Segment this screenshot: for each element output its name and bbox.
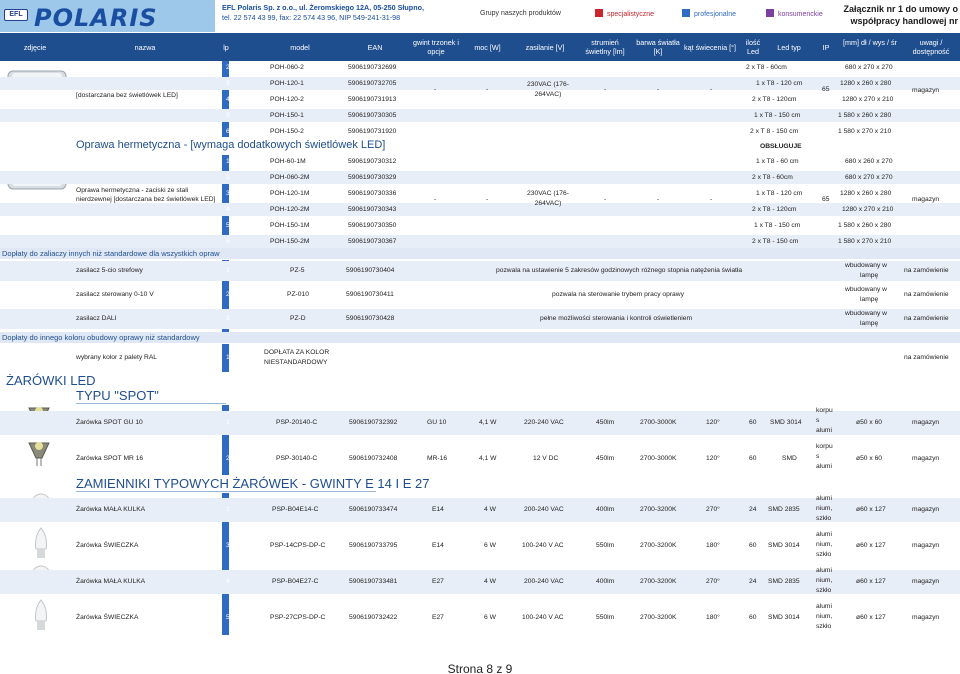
row-lumen: 550lm (596, 614, 615, 621)
row-lp: 6 (226, 238, 230, 245)
row-lp: 4 (226, 206, 230, 213)
row-zasilanie: 200-240 VAC (524, 506, 564, 513)
row-model-line1: DOPŁATA ZA KOLOR (264, 349, 330, 356)
zarowki-title: ŻARÓWKI LED (6, 373, 96, 388)
row-ean: 5906190733481 (349, 578, 398, 585)
row-name: Żarówka MAŁA KULKA (76, 578, 146, 585)
row-w2: lampę (860, 296, 879, 303)
row-name: Żarówka ŚWIECZKA (76, 614, 139, 621)
table-row (0, 285, 960, 305)
row-kat: 120° (706, 455, 720, 462)
row-lp: 1 (226, 267, 230, 274)
row-uwagi: magazyn (912, 506, 940, 513)
row-mm: ø60 x 127 (856, 614, 886, 621)
row-mm: 1280 x 270 x 210 (842, 96, 894, 103)
row-material-3: alumi (816, 463, 832, 470)
row-material-1: alumi (816, 603, 832, 610)
row-lp: 1 (226, 419, 230, 426)
table-row (0, 155, 960, 168)
group2-moc: - (486, 196, 489, 203)
row-model-line2: NIESTANDARDOWY (264, 359, 328, 366)
row-mm: 1 580 x 260 x 280 (838, 222, 892, 229)
row-ean: 5906190733795 (349, 542, 398, 549)
row-material-3: szkło (816, 551, 832, 558)
group-specjalistyczne (595, 9, 654, 20)
group-label: konsumenckie (778, 11, 823, 18)
row-lumen: 400lm (596, 506, 615, 513)
row-material-3: alumi (816, 427, 832, 434)
row-ledtyp: SMD 3014 (768, 542, 800, 549)
typ-spot-title: TYPU "SPOT" (76, 388, 159, 403)
row-ean: 5906190730411 (346, 291, 394, 298)
row-model: POH-120-1 (270, 80, 304, 87)
row-model: PSP-B04E14-C (272, 506, 319, 513)
attachment-line-1: Załącznik nr 1 do umowy o (843, 4, 958, 14)
row-name: Żarówka MAŁA KULKA (76, 506, 146, 513)
row-moc: 4,1 W (479, 455, 497, 462)
row-zasilanie: 200-240 VAC (524, 578, 564, 585)
group2-uwagi: magazyn (912, 196, 940, 203)
row-uwagi: magazyn (912, 578, 940, 585)
row-model: PSP-B04E27-C (272, 578, 319, 585)
row-ilosc: 60 (749, 614, 757, 621)
row-lp: 5 (226, 112, 230, 119)
row-kat: 120° (706, 419, 720, 426)
row-material-2: nium, (816, 505, 833, 512)
row-ledtyp: SMD 3014 (770, 419, 802, 426)
row-ean: 5906190730428 (346, 315, 395, 322)
row-zasilanie: 12 V DC (533, 455, 559, 462)
row-ledtyp: SMD 2835 (768, 506, 800, 513)
row-desc: pełne możliwości sterowania i kontroli oświetleniem (540, 315, 693, 322)
row-lp: 4 (226, 578, 230, 585)
row-lp: 1 (226, 158, 230, 165)
row-barwa: 2700-3200K (640, 506, 677, 513)
row-model: POH-060-2 (270, 64, 304, 71)
col-zdjecie: zdjęcie (23, 43, 47, 52)
row-uwagi: magazyn (912, 614, 940, 621)
doplaty-kolor-header: Dopłaty do innego koloru obudowy oprawy niż standardowy (0, 332, 960, 343)
group1-gwint: - (434, 86, 437, 93)
row-model: POH-060-2M (270, 174, 310, 181)
row-gwint: E14 (432, 506, 444, 513)
row-w1: wbudowany w (845, 310, 888, 317)
row-gwint: E27 (432, 614, 444, 621)
row-ean: 5906190730350 (348, 222, 397, 229)
row-mm: ø60 x 127 (856, 506, 886, 513)
row-kat: 270° (706, 578, 720, 585)
row-model: POH-150-2M (270, 238, 310, 245)
row-ilosc: 24 (749, 578, 757, 585)
category-strip (222, 155, 229, 247)
company-info (222, 3, 424, 23)
table-row (0, 125, 960, 138)
row-material-2: nium, (816, 613, 833, 620)
row-material-3: szkło (816, 623, 832, 630)
row-lp: 3 (226, 190, 230, 197)
row-mm: 1 580 x 270 x 210 (838, 128, 892, 135)
row-barwa: 2700-3000K (640, 455, 677, 462)
row-lp: 5 (226, 222, 230, 229)
row-w1: wbudowany w (845, 262, 888, 269)
row-moc: 6 W (484, 542, 496, 549)
col-zasilanie: zasilanie [V] (525, 43, 565, 52)
row-lp: 3 (226, 80, 230, 87)
row-ean: 5906190730404 (346, 267, 395, 274)
row-ean: 5906190731913 (348, 96, 397, 103)
table-row (0, 109, 960, 122)
col-moc: moc [W] (474, 43, 501, 52)
row-mm: 680 x 270 x 270 (845, 64, 893, 71)
row-ean: 5906190730329 (348, 174, 397, 181)
col-lp: lp (223, 43, 229, 52)
row-led: 2 x T8 - 150 cm (752, 238, 799, 245)
row-kat: 180° (706, 542, 720, 549)
group2-title: Oprawa hermetyczna - [wymaga dodatkowych świetlówek LED] (76, 139, 386, 151)
row-led: 2 x T8 - 60cm (752, 174, 793, 181)
row-led: 2 x T8 - 120cm (752, 206, 797, 213)
group2-barwa: - (657, 196, 660, 203)
row-ean: 5906190730305 (348, 112, 397, 119)
group1-zasilanie: 230VAC (176-264VAC) (527, 81, 569, 98)
group1-ip: 65 (822, 86, 830, 93)
row-led: 2 x T8 - 60cm (746, 64, 787, 71)
row-mm: 1 580 x 270 x 210 (838, 238, 892, 245)
group1-barwa: - (657, 86, 660, 93)
divider (76, 491, 376, 492)
row-gwint: GU 10 (427, 419, 447, 426)
row-ilosc: 60 (749, 419, 757, 426)
row-lp: 3 (226, 315, 230, 322)
row-mm: 680 x 270 x 270 (845, 174, 893, 181)
company-contact: tel. 22 574 43 99, fax: 22 574 43 96, NIP 549-241-31-98 (222, 13, 401, 22)
table-row (0, 93, 960, 106)
row-moc: 4 W (484, 578, 496, 585)
row-mm: ø60 x 127 (856, 542, 886, 549)
row-lumen: 400lm (596, 578, 615, 585)
group2-gwint: - (434, 196, 437, 203)
row-mm: ø50 x 60 (856, 419, 883, 426)
table-row (0, 77, 960, 90)
row-uwagi: magazyn (912, 542, 940, 549)
blue-square-icon (682, 9, 690, 17)
row-ledtyp: SMD (782, 455, 797, 462)
row-ean: 5906190731920 (348, 128, 397, 135)
zamienniki-title: ZAMIENNIKI TYPOWYCH ŻARÓWEK - GWINTY E 14 I E 27 (76, 476, 430, 491)
row-ean: 5906190732699 (348, 64, 397, 71)
row-ilosc: 60 (749, 542, 757, 549)
row-uwagi: na zamówienie (904, 291, 949, 298)
row-led: 2 x T8 - 120cm (752, 96, 797, 103)
row-lp: 2 (226, 174, 230, 181)
row-led: 1 x T8 - 150 cm (754, 222, 801, 229)
row-w2: lampę (860, 272, 879, 279)
table-row (0, 203, 960, 216)
row-lp: 6 (226, 128, 230, 135)
row-led: 2 x T 8 - 150 cm (750, 128, 799, 135)
row-lp: 3 (226, 542, 230, 549)
table-row (0, 309, 960, 329)
row-name: Żarówka ŚWIECZKA (76, 542, 139, 549)
row-ean: 5906190732408 (349, 455, 398, 462)
row-name: zasilacz DALI (76, 315, 117, 322)
row-ean: 5906190730312 (348, 158, 397, 165)
row-zasilanie: 100-240 V AC (522, 542, 564, 549)
row-w2: lampę (860, 320, 879, 327)
row-mm: 680 x 260 x 270 (845, 158, 893, 165)
group1-moc: - (486, 86, 489, 93)
row-uwagi: magazyn (912, 455, 940, 462)
group2-kat: - (710, 196, 713, 203)
col-barwa: barwa światła [K] (636, 38, 680, 56)
table-row (0, 407, 960, 435)
row-w1: wbudowany w (845, 286, 888, 293)
row-kat: 270° (706, 506, 720, 513)
table-row (0, 567, 960, 594)
row-uwagi: magazyn (912, 419, 940, 426)
row-led: 1 x T8 - 150 cm (754, 112, 801, 119)
row-model: PSP-20140-C (276, 419, 318, 426)
row-model: POH-120-1M (270, 190, 310, 197)
group1-strumien: - (604, 86, 607, 93)
group-label: specjalistyczne (607, 11, 655, 18)
row-moc: 4,1 W (479, 419, 497, 426)
row-material-1: alumi (816, 495, 832, 502)
row-lumen: 450lm (596, 419, 615, 426)
page-header (0, 0, 960, 32)
table-row (0, 219, 960, 232)
row-ean: 5906190730336 (348, 190, 397, 197)
col-kat: kąt świecenia [°] (684, 43, 737, 52)
row-name: Żarówka SPOT MR 16 (76, 455, 144, 462)
row-ledtyp: SMD 3014 (768, 614, 800, 621)
row-gwint: MR-16 (427, 455, 448, 462)
group1-uwagi: magazyn (912, 87, 940, 94)
row-ean: 5906190733474 (349, 506, 398, 513)
row-lumen: 550lm (596, 542, 615, 549)
row-name: wybrany kolor z palety RAL (76, 354, 158, 361)
row-led: 1 x T8 - 120 cm (756, 80, 803, 87)
row-lp: 5 (226, 614, 230, 621)
col-ilosc: ilość Led (745, 38, 761, 56)
table-row (0, 531, 960, 558)
table-row (0, 61, 960, 74)
doplaty-zasilacze-header: Dopłaty do zaliaczy innych niż standardowe dla wszystkich opraw (0, 248, 960, 259)
row-mm: ø50 x 60 (856, 455, 883, 462)
row-name: zasilacz 5-cio strefowy (76, 267, 143, 274)
row-material-1: korpu (816, 443, 833, 450)
row-model: PZ-5 (290, 267, 305, 274)
company-address: EFL Polaris Sp. z o.o., ul. Żeromskiego 12A, 05-250 Słupno, (222, 3, 424, 12)
red-square-icon (595, 9, 603, 17)
row-material-2: s (816, 417, 820, 424)
row-desc: pozwala na ustawienie 5 zakresów godzinowych różnego stopnia natężenia światła (496, 267, 743, 274)
col-uwagi: uwagi / dostępność (912, 38, 950, 56)
row-led: 1 x T8 - 60 cm (756, 158, 799, 165)
obsluguje-label: OBSŁUGUJE (760, 143, 802, 150)
row-model: POH-120-2 (270, 96, 304, 103)
table-row (0, 261, 960, 281)
group2-ip: 65 (822, 196, 830, 203)
row-ean: 5906190730367 (348, 238, 397, 245)
row-name: Żarówka SPOT GU 10 (76, 419, 143, 426)
row-material-3: szkło (816, 515, 832, 522)
col-gwint: gwint trzonek i opcje (413, 38, 459, 56)
row-uwagi: na zamówienie (904, 267, 949, 274)
row-lp: 4 (226, 96, 230, 103)
col-ledtyp: Led typ (777, 43, 801, 52)
row-lp: 1 (226, 354, 230, 361)
column-header-bar (0, 33, 960, 61)
attachment-note (808, 3, 958, 27)
row-model: PSP-27CPS-DP-C (270, 614, 326, 621)
row-model: POH-150-2 (270, 128, 304, 135)
table-row (0, 495, 960, 522)
row-mm: 1280 x 270 x 210 (842, 206, 894, 213)
row-mm: 1280 x 260 x 280 (840, 190, 892, 197)
efl-logo: EFL (4, 9, 28, 21)
table-row (0, 345, 960, 371)
row-model: POH-150-1 (270, 112, 304, 119)
purple-square-icon (766, 9, 774, 17)
row-uwagi: na zamówienie (904, 315, 949, 322)
row-zasilanie: 220-240 VAC (524, 419, 564, 426)
row-material-1: korpu (816, 407, 833, 414)
row-ean: 5906190732705 (348, 80, 397, 87)
row-name: zasilacz sterowany 0-10 V (76, 291, 154, 298)
col-model: model (290, 43, 310, 52)
row-ean: 5906190732422 (349, 614, 398, 621)
row-material-3: szkło (816, 587, 832, 594)
row-moc: 4 W (484, 506, 496, 513)
row-ean: 5906190732392 (349, 419, 398, 426)
row-kat: 180° (706, 614, 720, 621)
row-barwa: 2700-3200K (640, 614, 677, 621)
group2-zasilanie: 230VAC (176-264VAC) (527, 190, 569, 207)
polaris-logo: POLARIS (34, 4, 158, 32)
row-material-1: alumi (816, 567, 832, 574)
row-model: PSP-30140-C (276, 455, 318, 462)
row-model: POH-150-1M (270, 222, 310, 229)
table-row (0, 187, 960, 200)
col-ean: EAN (367, 43, 383, 52)
row-model: POH-120-2M (270, 206, 310, 213)
col-strumien: strumień świetlny [lm] (585, 38, 625, 56)
groups-label: Grupy naszych produktów (480, 10, 561, 17)
row-model: PZ-010 (287, 291, 309, 298)
row-barwa: 2700-3200K (640, 578, 677, 585)
table-row (0, 443, 960, 471)
row-uwagi: na zamówienie (904, 354, 949, 361)
row-zasilanie: 100-240 V AC (522, 614, 564, 621)
row-ean: 5906190730343 (348, 206, 397, 213)
page-number: Strona 8 z 9 (447, 662, 513, 674)
row-barwa: 2700-3200K (640, 542, 677, 549)
row-lp: 2 (226, 455, 230, 462)
col-mm: [mm] dł / wys / śr (843, 38, 897, 47)
row-ilosc: 60 (749, 455, 757, 462)
group-profesjonalne (682, 9, 736, 20)
group-label: profesjonalne (694, 11, 737, 18)
row-mm: ø60 x 127 (856, 578, 886, 585)
row-material-1: alumi (816, 531, 832, 538)
row-material-2: nium, (816, 541, 833, 548)
row-led: 1 x T8 - 120 cm (756, 190, 803, 197)
row-material-2: s (816, 453, 820, 460)
row-gwint: E27 (432, 578, 444, 585)
group2-name: Oprawa hermetyczna - zaciski ze stali nierdzewnej [dostarczana bez świetlówek LED] (76, 187, 216, 203)
attachment-line-2: współpracy handlowej nr (850, 16, 958, 26)
row-barwa: 2700-3000K (640, 419, 677, 426)
table-row (0, 603, 960, 630)
row-moc: 6 W (484, 614, 496, 621)
col-ip: IP (822, 43, 830, 52)
row-gwint: E14 (432, 542, 444, 549)
row-ilosc: 24 (749, 506, 757, 513)
row-model: PZ-D (290, 315, 306, 322)
row-lp: 1 (226, 506, 230, 513)
group2-strumien: - (604, 196, 607, 203)
row-mm: 1 580 x 260 x 280 (838, 112, 892, 119)
table-row (0, 235, 960, 248)
group1-name: [dostarczana bez świetlówek LED] (76, 92, 178, 99)
divider (76, 403, 226, 404)
group1-kat: - (710, 86, 713, 93)
row-model: PSP-14CPS-DP-C (270, 542, 326, 549)
row-lumen: 450lm (596, 455, 615, 462)
row-mm: 1280 x 260 x 280 (840, 80, 892, 87)
row-lp: 2 (226, 64, 230, 71)
row-ledtyp: SMD 2835 (768, 578, 800, 585)
row-model: POH-60-1M (270, 158, 306, 165)
row-lp: 2 (226, 291, 230, 298)
table-row (0, 171, 960, 184)
row-desc: pozwala na sterowanie trybem pracy oprawy (552, 291, 684, 298)
row-material-2: nium, (816, 577, 833, 584)
col-nazwa: nazwa (134, 43, 156, 52)
